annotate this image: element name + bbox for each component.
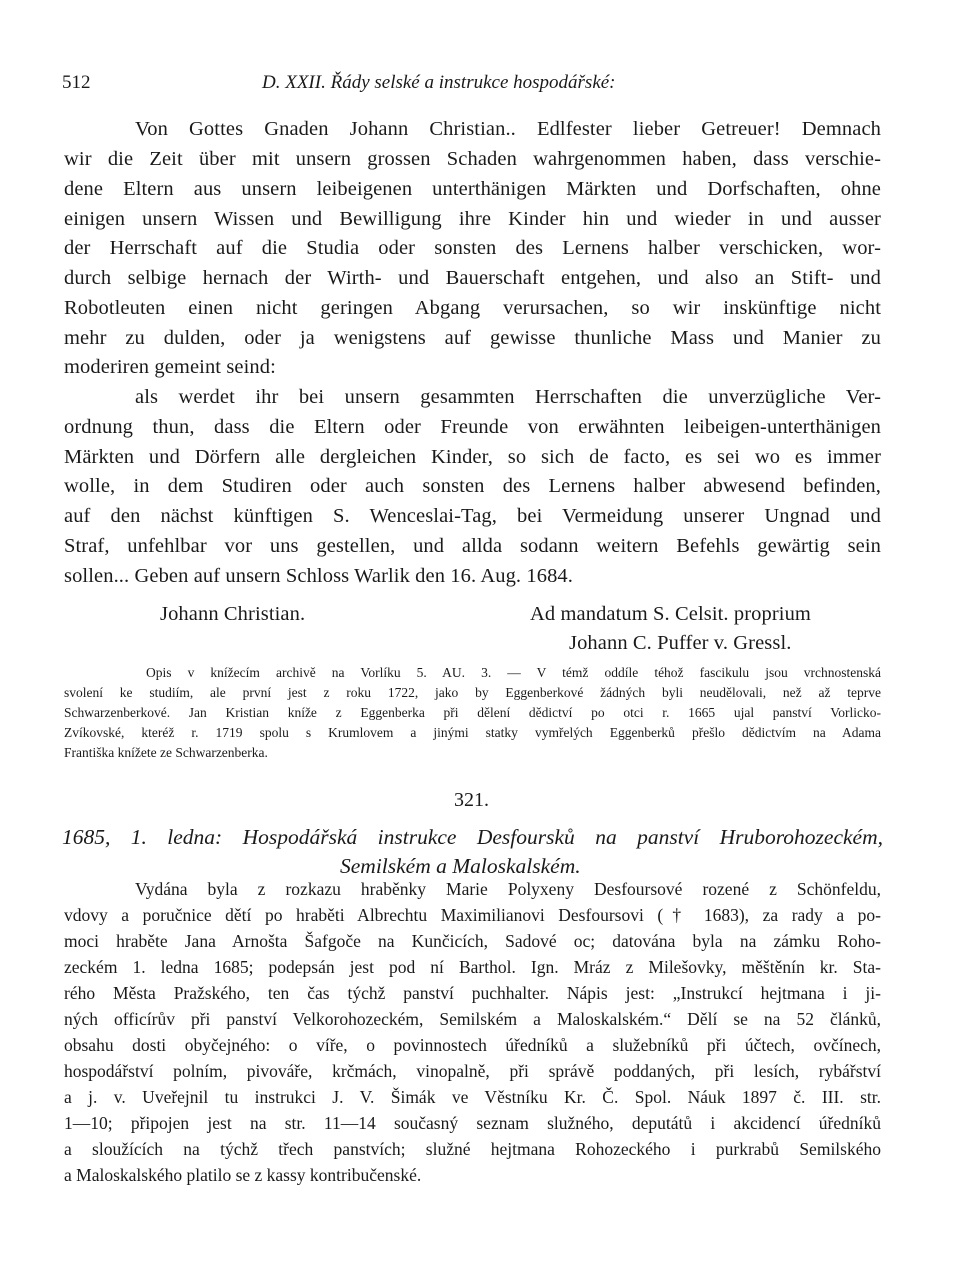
- description-line: ných officírův při panství Velkorohozeckém, Semilském a Maloskalském.“ Dělí se na 52 článků,: [64, 1009, 881, 1029]
- section-title-line-1: 1685, 1. ledna: Hospodářská instrukce Desfoursků na panství Hruborohozeckém,: [62, 825, 883, 849]
- signature-right-1: Ad mandatum S. Celsit. proprium: [530, 603, 811, 625]
- footnote-line: Zvíkovské, kteréž r. 1719 spolu s Krumlovem a jinými statky vymřelých Eggenberků přešlo dědictvím na Adama: [64, 725, 881, 740]
- description-line: Vydána byla z rozkazu hraběnky Marie Polyxeny Desfoursové rozené z Schönfeldu,: [135, 879, 881, 899]
- footnote-line: svolení ke studiím, ale první jest z roku 1722, jako by Eggenberkové žádných byli neudělovali, než až teprve: [64, 685, 881, 700]
- section-number: 321.: [454, 789, 489, 811]
- description-line: vdovy a poručnice dětí po hraběti Albrechtu Maximilianovi Desfoursovi († 1683), za rady a po-: [64, 905, 881, 925]
- running-title: D. XXII. Řády selské a instrukce hospodářské:: [262, 72, 616, 93]
- description-line: 1—10; připojen jest na str. 11—14 současný seznam služného, deputátů i akcidencí úředníků: [64, 1113, 881, 1133]
- section-title-line-2: Semilském a Maloskalském.: [340, 854, 581, 878]
- letter-line: mehr zu dulden, oder ja wenigstens auf gewisse thunliche Mass und Manier zu: [64, 327, 881, 349]
- letter-line: Robotleuten einen nicht geringen Abgang verursachen, so wir inskünftige nicht: [64, 297, 881, 319]
- letter-line: wolle, in dem Studiren oder auch sonsten des Lernens halber abwesend befinden,: [64, 475, 881, 497]
- description-line: a j. v. Uveřejnil tu instrukci J. V. Šimák ve Věstníku Kr. Č. Spol. Náuk 1897 č. III. str.: [64, 1087, 881, 1107]
- description-line: hospodářství polním, pivováře, krčmách, vinopalně, při správě poddaných, při lesích, rybářství: [64, 1061, 881, 1081]
- description-line: zeckém 1. ledna 1685; podepsán jest pod ní Barthol. Ign. Mráz z Milešovky, měštěnín kr. Sta-: [64, 957, 881, 977]
- description-line: moci hraběte Jana Arnošta Šafgoče na Kunčicích, Sadové oc; datována byla na zámku Roho-: [64, 931, 881, 951]
- page-number: 512: [62, 72, 91, 93]
- letter-line: moderiren gemeint seind:: [64, 356, 276, 378]
- description-line: a sloužících na týchž třech panstvích; služné hejtmana Rohozeckého i purkrabů Semilského: [64, 1139, 881, 1159]
- footnote-line: Františka knížete ze Schwarzenberka.: [64, 745, 268, 760]
- letter-line: wir die Zeit über mit unsern grossen Schaden wahrgenommen haben, dass verschie-: [64, 148, 881, 170]
- letter-line: dene Eltern aus unsern leibeigenen unterthänigen Märkten und Dorfschaften, ohne: [64, 178, 881, 200]
- letter-line: durch selbige hernach der Wirth- und Bauerschaft entgehen, und also an Stift- und: [64, 267, 881, 289]
- footnote-line: Schwarzenberkové. Jan Kristian kníže z Eggenberka při dělení dědictví po otci r. 1665 ujal panství Vorlicko-: [64, 705, 881, 720]
- description-line: obsahu dosti obyčejného: o víře, o povinnostech úředníků a služebníků při účtech, ovčínech,: [64, 1035, 881, 1055]
- footnote-line: Opis v knížecím archivě na Vorlíku 5. AU. 3. — V témž oddíle téhož fascikulu jsou vrchnostenská: [146, 665, 881, 680]
- description-line: rého Města Pražského, ten čas týchž panství puchhalter. Nápis jest: „Instrukcí hejtmana i ji-: [64, 983, 881, 1003]
- letter-line: ordnung thun, dass die Eltern oder Freunde von erwähnten leibeigen-unterthänigen: [64, 416, 881, 438]
- letter-line: einigen unsern Wissen und Bewilligung ihre Kinder hin und wieder in und ausser: [64, 208, 881, 230]
- letter-line: auf den nächst künftigen S. Wenceslai-Tag, bei Vermeidung unserer Ungnad und: [64, 505, 881, 527]
- signature-left: Johann Christian.: [160, 603, 306, 625]
- letter-line: als werdet ihr bei unsern gesammten Herrschaften die unverzügliche Ver-: [135, 386, 881, 408]
- letter-line: sollen... Geben auf unsern Schloss Warlik den 16. Aug. 1684.: [64, 565, 574, 587]
- signature-right-2: Johann C. Puffer v. Gressl.: [569, 632, 792, 654]
- letter-line: der Herrschaft auf die Studia oder sonsten des Lernens halber verschicken, wor-: [64, 237, 881, 259]
- letter-line: Von Gottes Gnaden Johann Christian.. Edlfester lieber Getreuer! Demnach: [135, 118, 881, 140]
- letter-line: Märkten und Dörfern alle dergleichen Kinder, so sich de facto, es sei wo es immer: [64, 446, 881, 468]
- description-line: a Maloskalského platilo se z kassy kontribučenské.: [64, 1165, 422, 1185]
- letter-line: Straf, unfehlbar vor uns gestellen, und allda sodann weitern Befehls gewärtig sein: [64, 535, 881, 557]
